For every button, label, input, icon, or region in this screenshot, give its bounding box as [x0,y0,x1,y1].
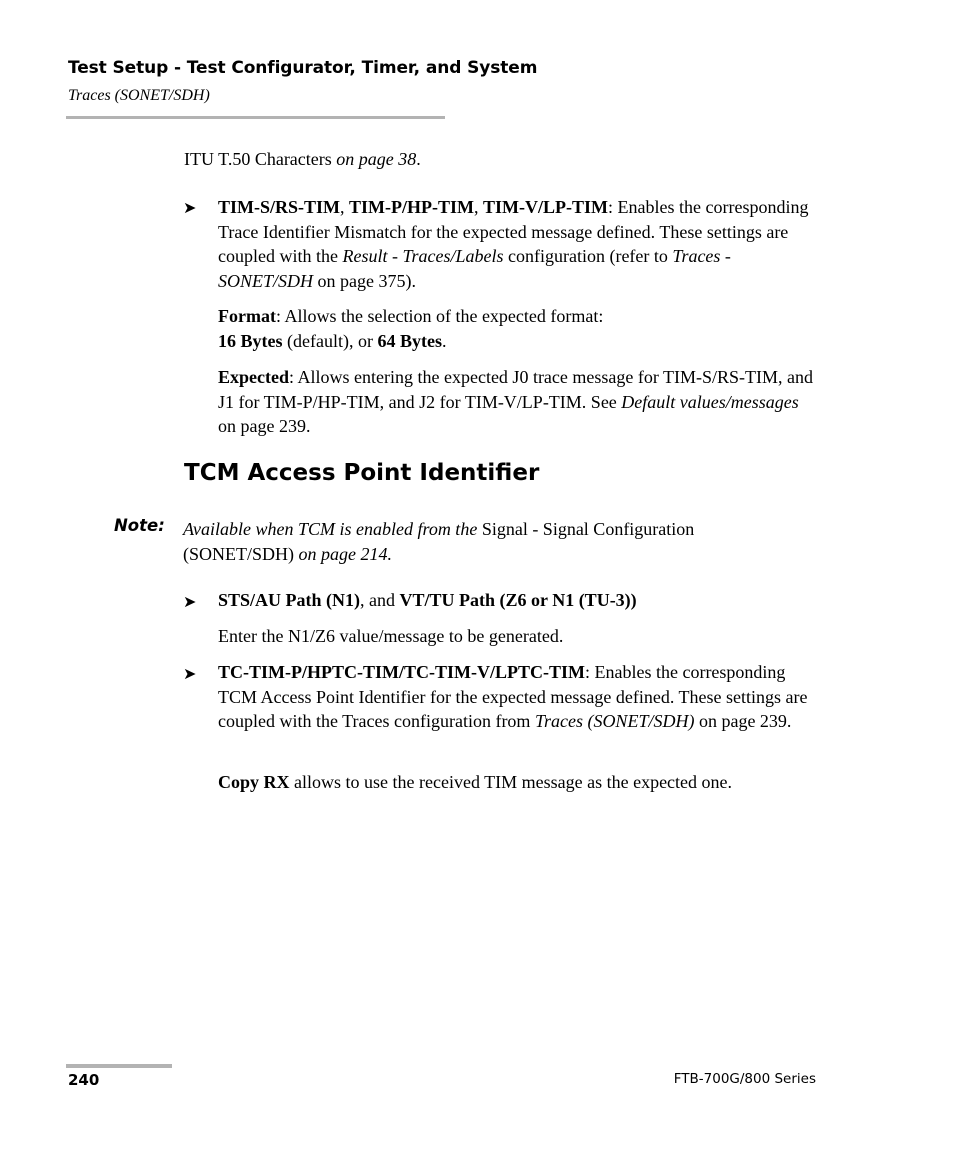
bullet-arrow-icon: ➤ [183,200,197,217]
page-ref: on page 38 [336,149,417,169]
expected-paragraph: Expected: Allows entering the expected J0 trace message for TIM-S/RS-TIM, and J1 for TIM-P/HP-TIM, and J2 for TIM-V/LP-TIM. See Default values/messages on page 239. [218,367,814,437]
footer-divider [66,1064,172,1068]
intro-continuation: ITU T.50 Characters on page 38. [184,149,421,169]
note-label: Note: [114,516,165,535]
running-header-subtitle: Traces (SONET/SDH) [68,87,210,104]
bullet-arrow-icon: ➤ [183,666,197,683]
running-header-title: Test Setup - Test Configurator, Timer, and System [68,58,538,78]
path-item-description: Enter the N1/Z6 value/message to be generated. [218,626,564,646]
note-text: Available when TCM is enabled from the Signal - Signal Configuration (SONET/SDH) on page 214. [183,519,695,564]
tctim-item: TC-TIM-P/HPTC-TIM/TC-TIM-V/LPTC-TIM: Enables the corresponding TCM Access Point Identifier for the expected message defined. These settings are coupled with the Traces configuration from Traces (SONET/SDH) on page 239. [218,662,808,732]
product-series: FTB-700G/800 Series [673,1071,816,1087]
page-number: 240 [68,1071,100,1089]
copyrx-paragraph: Copy RX allows to use the received TIM message as the expected one. [218,772,733,792]
format-paragraph: Format: Allows the selection of the expected format: 16 Bytes (default), or 64 Bytes. [218,306,604,351]
bullet-arrow-icon: ➤ [183,594,197,611]
tim-item: TIM-S/RS-TIM, TIM-P/HP-TIM, TIM-V/LP-TIM: Enables the corresponding Trace Identifier Mismatch for the expected message defined. These settings are coupled with the Result - Traces/Labels configuration (refer to Traces - SONET/SDH on page 375). [218,197,809,291]
path-item: STS/AU Path (N1), and VT/TU Path (Z6 or N1 (TU-3)) [218,590,637,610]
section-title: TCM Access Point Identifier [184,460,540,486]
header-divider [66,116,445,119]
